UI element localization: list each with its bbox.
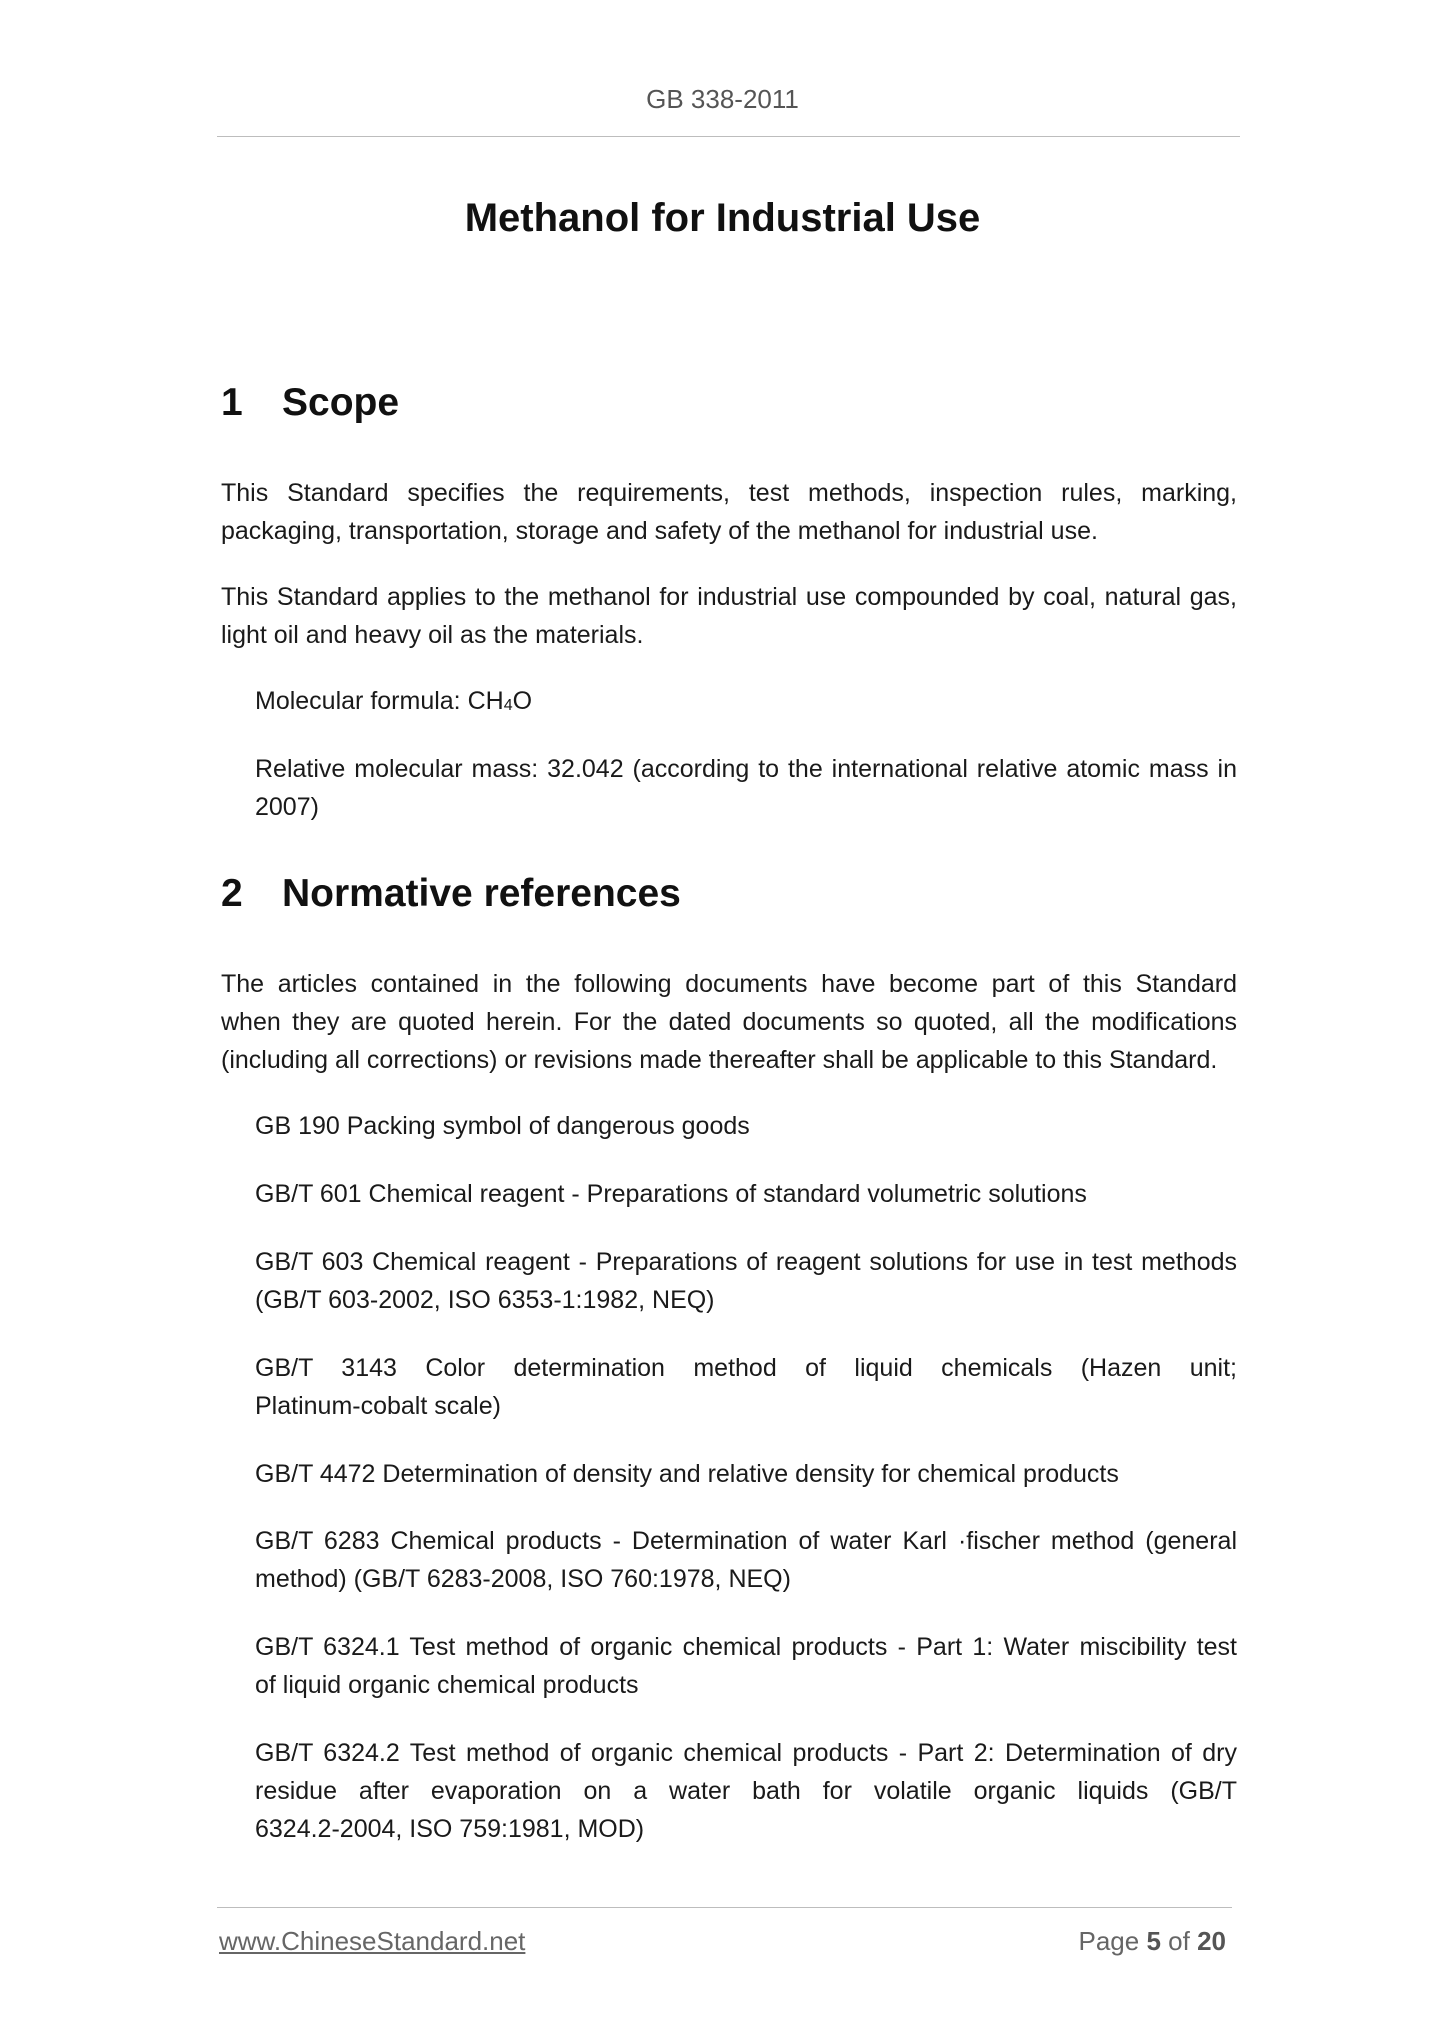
ref-gb190: GB 190 Packing symbol of dangerous goods bbox=[255, 1112, 750, 1140]
section-2-heading bbox=[221, 872, 681, 955]
intro-line3: (including all corrections) or revisions made thereafter shall be applicable to this Standard. bbox=[221, 1046, 1218, 1074]
formula-subscript: 4 bbox=[503, 697, 513, 714]
page-prefix: Page bbox=[1078, 1926, 1140, 1956]
mass-line1: Relative molecular mass: 32.042 (according to the international relative atomic mass in bbox=[255, 755, 1237, 783]
reference-item bbox=[255, 1175, 1237, 1213]
section-2-title: Normative references bbox=[282, 872, 681, 915]
intro-line1: The articles contained in the following documents have become part of this Standard bbox=[221, 970, 1237, 998]
ref-gbt6283-line2: method) (GB/T 6283-2008, ISO 760:1978, NEQ) bbox=[255, 1565, 791, 1593]
intro-line2: when they are quoted herein. For the dated documents so quoted, all the modifications bbox=[221, 1008, 1237, 1036]
ref-gbt601: GB/T 601 Chemical reagent - Preparations of standard volumetric solutions bbox=[255, 1180, 1087, 1208]
scope-p1-line1: This Standard specifies the requirements, test methods, inspection rules, marking, bbox=[221, 479, 1237, 507]
ref-gbt6324-2-line1: GB/T 6324.2 Test method of organic chemical products - Part 2: Determination of dry bbox=[255, 1739, 1237, 1767]
header-divider bbox=[217, 136, 1240, 137]
section-1-heading bbox=[221, 381, 399, 425]
section-1-number: 1 bbox=[221, 381, 243, 424]
reference-item bbox=[255, 1243, 1237, 1319]
ref-gbt3143-line2: Platinum-cobalt scale) bbox=[255, 1392, 501, 1420]
ref-gbt6283-line1: GB/T 6283 Chemical products - Determination of water Karl ·fischer method (general bbox=[255, 1527, 1237, 1555]
scope-p2-line2: light oil and heavy oil as the materials. bbox=[221, 621, 644, 649]
ref-gbt6324-1-line2: of liquid organic chemical products bbox=[255, 1671, 639, 1699]
ref-gbt603-line2: (GB/T 603-2002, ISO 6353-1:1982, NEQ) bbox=[255, 1286, 715, 1314]
ref-gbt4472: GB/T 4472 Determination of density and relative density for chemical products bbox=[255, 1460, 1119, 1488]
page-indicator bbox=[1078, 1926, 1226, 1957]
page-total: 20 bbox=[1197, 1926, 1226, 1956]
reference-item bbox=[255, 1628, 1237, 1704]
document-title: Methanol for Industrial Use bbox=[464, 196, 981, 240]
reference-item bbox=[255, 1734, 1237, 1848]
reference-item bbox=[255, 1107, 1237, 1145]
running-header: GB 338-2011 bbox=[646, 84, 799, 114]
mass-line2: 2007) bbox=[255, 793, 319, 821]
scope-p1-line2: packaging, transportation, storage and safety of the methanol for industrial use. bbox=[221, 517, 1098, 545]
ref-gbt3143-line1: GB/T 3143 Color determination method of liquid chemicals (Hazen unit; bbox=[255, 1354, 1237, 1382]
formula-tail: O bbox=[512, 687, 533, 715]
scope-paragraph-1 bbox=[221, 474, 1237, 550]
website-link[interactable]: www.ChineseStandard.net bbox=[219, 1926, 526, 1956]
scope-paragraph-2 bbox=[221, 578, 1237, 654]
page-of: of bbox=[1168, 1926, 1190, 1956]
footer-divider bbox=[217, 1907, 1232, 1908]
scope-p2-line1: This Standard applies to the methanol for industrial use compounded by coal, natural gas, bbox=[221, 583, 1237, 611]
molecular-mass bbox=[255, 750, 1237, 826]
ref-gbt6324-2-line3: 6324.2-2004, ISO 759:1981, MOD) bbox=[255, 1815, 645, 1843]
ref-gbt603-line1: GB/T 603 Chemical reagent - Preparations of reagent solutions for use in test methods bbox=[255, 1248, 1237, 1276]
section-2-number: 2 bbox=[221, 872, 243, 915]
formula-label: Molecular formula: CH bbox=[255, 687, 504, 715]
ref-gbt6324-1-line1: GB/T 6324.1 Test method of organic chemical products - Part 1: Water miscibility test bbox=[255, 1633, 1237, 1661]
reference-item bbox=[255, 1349, 1237, 1425]
page-current: 5 bbox=[1146, 1926, 1161, 1956]
reference-item bbox=[255, 1455, 1237, 1493]
section-1-title: Scope bbox=[282, 381, 400, 424]
reference-item bbox=[255, 1522, 1237, 1598]
ref-gbt6324-2-line2: residue after evaporation on a water bath for volatile organic liquids (GB/T bbox=[255, 1777, 1237, 1805]
references-intro bbox=[221, 965, 1237, 1079]
molecular-formula bbox=[255, 682, 1237, 725]
